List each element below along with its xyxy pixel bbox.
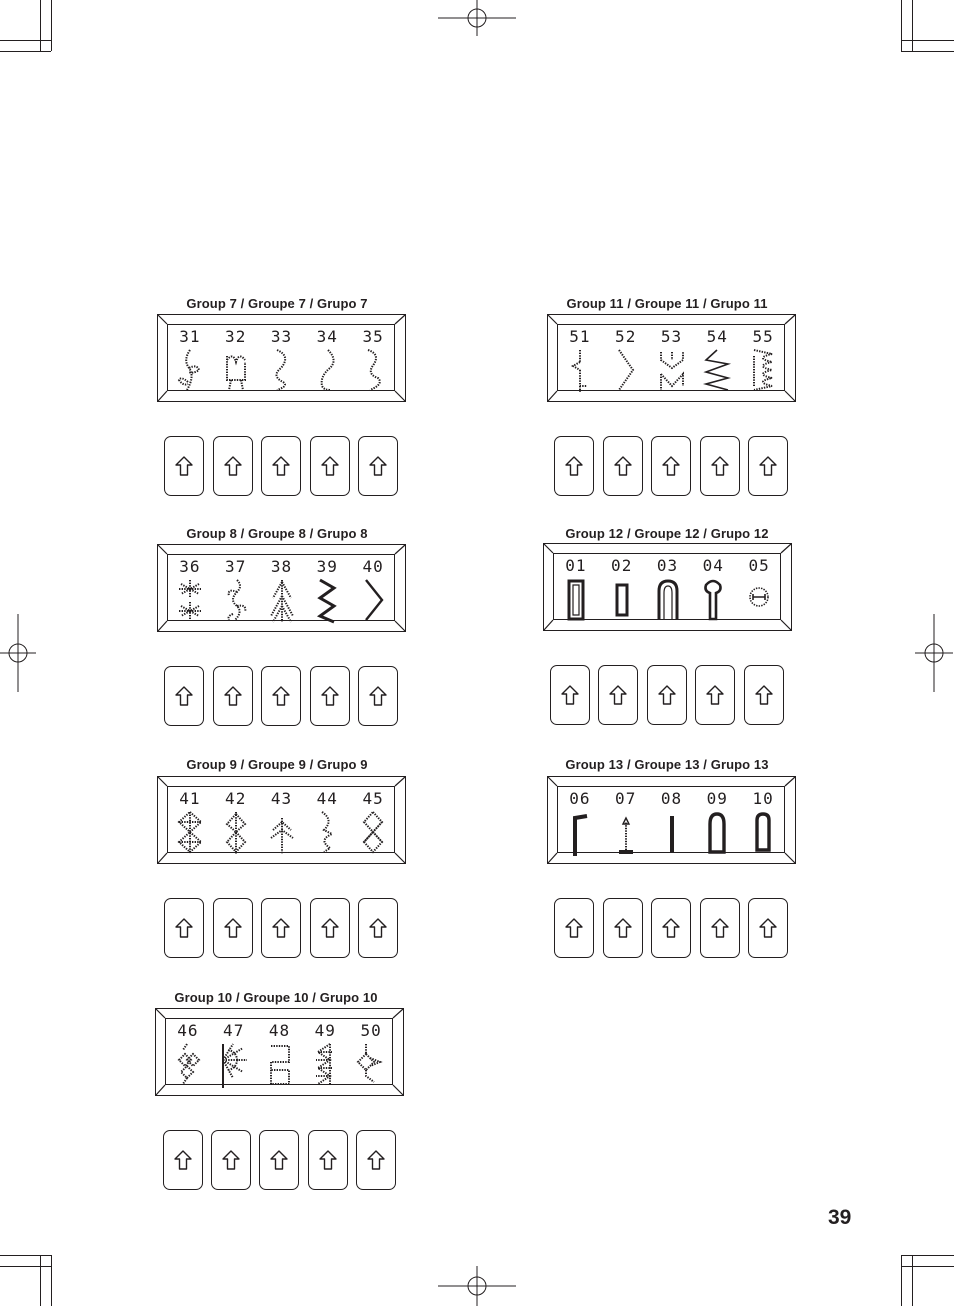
lcd-display: [547, 314, 796, 402]
pattern-select-button[interactable]: [554, 898, 594, 958]
crop-mark: [901, 1255, 954, 1256]
lcd-display: [543, 543, 792, 631]
pattern-number: 04: [702, 556, 724, 575]
up-arrow-icon: [662, 456, 680, 476]
up-arrow-icon: [565, 918, 583, 938]
diamond-zig-stitch-icon: [310, 1040, 340, 1088]
crosshair-icon: [438, 1266, 516, 1306]
pattern-select-button[interactable]: [744, 665, 784, 725]
crosshair-icon: [0, 614, 36, 692]
diamond-x-stitch-icon: [358, 808, 388, 856]
crop-mark: [0, 1266, 51, 1267]
pattern-number: 47: [223, 1021, 245, 1040]
button-sew-stitch-icon: [744, 575, 774, 623]
up-arrow-icon: [614, 456, 632, 476]
buttonhole-tall-stitch-icon: [748, 808, 778, 856]
chevron-stitch-icon: [358, 576, 388, 624]
pattern-select-button[interactable]: [700, 898, 740, 958]
pattern-select-button[interactable]: [651, 898, 691, 958]
pattern-number: 08: [660, 789, 683, 808]
buttonhole-narrow-stitch-icon: [607, 575, 637, 623]
pattern-select-button[interactable]: [308, 1130, 348, 1190]
buttonhole-keyhole-stitch-icon: [698, 575, 728, 623]
crop-mark: [0, 51, 51, 52]
up-arrow-icon: [224, 918, 242, 938]
crop-mark: [901, 1266, 954, 1267]
up-arrow-icon: [755, 685, 773, 705]
up-arrow-icon: [174, 1150, 192, 1170]
pattern-number: 31: [179, 327, 201, 346]
pattern-number: 40: [362, 557, 384, 576]
w-shape-stitch-icon: [657, 346, 687, 394]
up-arrow-icon: [711, 918, 729, 938]
group-title: Group 13 / Groupe 13 / Grupo 13: [565, 757, 769, 772]
pattern-select-button[interactable]: [211, 1130, 251, 1190]
pattern-number: 43: [270, 789, 293, 808]
pattern-number: 37: [225, 557, 247, 576]
group-title: Group 12 / Groupe 12 / Grupo 12: [565, 526, 769, 541]
crop-mark: [901, 40, 954, 41]
eyelet-stitch-icon: [611, 808, 641, 856]
buttonhole-round-stitch-icon: [653, 575, 683, 623]
pattern-select-button[interactable]: [603, 436, 643, 496]
pattern-number: 32: [225, 327, 247, 346]
pattern-number: 38: [270, 557, 293, 576]
diamond-chain-stitch-icon: [356, 1040, 386, 1088]
pattern-select-button[interactable]: [213, 666, 253, 726]
pattern-number: 06: [569, 789, 591, 808]
up-arrow-icon: [706, 685, 724, 705]
up-arrow-icon: [270, 1150, 288, 1170]
lcd-display: [157, 776, 406, 864]
pattern-select-button[interactable]: [164, 666, 204, 726]
pattern-number: 45: [362, 789, 384, 808]
pattern-number: 50: [360, 1021, 382, 1040]
diamond-cluster-stitch-icon: [173, 1040, 203, 1088]
crop-mark: [901, 0, 902, 51]
diamond-line-stitch-icon: [221, 808, 251, 856]
diamond-cross-stitch-icon: [175, 808, 205, 856]
crop-mark: [901, 51, 954, 52]
pattern-select-button[interactable]: [310, 436, 350, 496]
pattern-number: 09: [706, 789, 728, 808]
pattern-number: 54: [706, 327, 728, 346]
crosshair-icon: [438, 0, 516, 36]
up-arrow-icon: [367, 1150, 385, 1170]
group-title: Group 7 / Groupe 7 / Grupo 7: [186, 296, 368, 311]
up-arrow-icon: [565, 456, 583, 476]
curve-s2-stitch-icon: [358, 346, 388, 394]
pattern-select-button[interactable]: [651, 436, 691, 496]
up-arrow-icon: [369, 456, 387, 476]
curve-s-stitch-icon: [267, 346, 297, 394]
straight-bar-stitch-icon: [657, 808, 687, 856]
crop-mark: [0, 40, 51, 41]
pattern-select-button[interactable]: [748, 436, 788, 496]
pattern-select-button[interactable]: [261, 666, 301, 726]
pattern-number: 36: [179, 557, 201, 576]
feather-stitch-icon: [267, 808, 297, 856]
pattern-number: 52: [615, 327, 637, 346]
zig-single-stitch-icon: [611, 346, 641, 394]
pattern-number: 34: [316, 327, 338, 346]
pattern-select-button[interactable]: [603, 898, 643, 958]
crop-mark: [51, 0, 52, 51]
crop-mark: [901, 1255, 902, 1306]
zigzag-tall-stitch-icon: [702, 346, 732, 394]
leaf-stitch-icon: [175, 346, 205, 394]
pattern-select-button[interactable]: [647, 665, 687, 725]
pattern-number: 33: [270, 327, 293, 346]
pattern-number: 53: [660, 327, 683, 346]
crop-mark: [912, 1255, 913, 1306]
zigzag-bold-stitch-icon: [312, 576, 342, 624]
pattern-number: 39: [316, 557, 338, 576]
crop-mark: [912, 0, 913, 51]
arrow-leaf-stitch-icon: [267, 576, 297, 624]
up-arrow-icon: [175, 918, 193, 938]
pattern-select-button[interactable]: [358, 666, 398, 726]
crop-mark: [51, 1255, 52, 1306]
up-arrow-icon: [614, 918, 632, 938]
pattern-select-button[interactable]: [700, 436, 740, 496]
pattern-select-button[interactable]: [358, 436, 398, 496]
crop-mark: [0, 1255, 51, 1256]
up-arrow-icon: [662, 918, 680, 938]
star-stitch-icon: [175, 576, 205, 624]
pattern-select-button[interactable]: [164, 436, 204, 496]
up-arrow-icon: [319, 1150, 337, 1170]
lcd-display: [155, 1008, 404, 1096]
step-stitch-icon: [565, 346, 595, 394]
pattern-number: 46: [177, 1021, 199, 1040]
vine-stitch-icon: [221, 576, 251, 624]
group-title: Group 10 / Groupe 10 / Grupo 10: [174, 990, 378, 1005]
crop-mark: [40, 0, 41, 51]
up-arrow-icon: [222, 1150, 240, 1170]
pattern-number: 48: [268, 1021, 291, 1040]
up-arrow-icon: [224, 686, 242, 706]
up-arrow-icon: [369, 686, 387, 706]
up-arrow-icon: [561, 685, 579, 705]
up-arrow-icon: [272, 918, 290, 938]
up-arrow-icon: [272, 686, 290, 706]
group-title: Group 9 / Groupe 9 / Grupo 9: [186, 757, 368, 772]
pattern-select-button[interactable]: [695, 665, 735, 725]
pattern-select-button[interactable]: [261, 436, 301, 496]
box-e-stitch-icon: [265, 1040, 295, 1088]
lcd-display: [157, 544, 406, 632]
pattern-number: 35: [362, 327, 384, 346]
pattern-select-button[interactable]: [164, 898, 204, 958]
pattern-select-button[interactable]: [261, 898, 301, 958]
crosshair-icon: [915, 614, 953, 692]
pattern-number: 10: [752, 789, 774, 808]
pattern-number: 03: [656, 556, 679, 575]
page-number: 39: [828, 1206, 852, 1229]
group-title: Group 8 / Groupe 8 / Grupo 8: [186, 526, 368, 541]
pattern-number: 49: [314, 1021, 336, 1040]
up-arrow-icon: [321, 918, 339, 938]
pattern-select-button[interactable]: [748, 898, 788, 958]
pattern-select-button[interactable]: [213, 898, 253, 958]
buttonhole-rounded-stitch-icon: [702, 808, 732, 856]
up-arrow-icon: [321, 456, 339, 476]
pattern-number: 42: [225, 789, 247, 808]
pattern-select-button[interactable]: [310, 666, 350, 726]
pattern-number: 07: [615, 789, 637, 808]
pattern-select-button[interactable]: [356, 1130, 396, 1190]
up-arrow-icon: [759, 918, 777, 938]
up-arrow-icon: [321, 686, 339, 706]
pattern-select-button[interactable]: [554, 436, 594, 496]
bartack-bend-stitch-icon: [565, 808, 595, 856]
pattern-select-button[interactable]: [259, 1130, 299, 1190]
pattern-select-button[interactable]: [598, 665, 638, 725]
up-arrow-icon: [224, 456, 242, 476]
pattern-select-button[interactable]: [310, 898, 350, 958]
scallop-s-stitch-icon: [748, 346, 778, 394]
up-arrow-icon: [369, 918, 387, 938]
pattern-select-button[interactable]: [213, 436, 253, 496]
pattern-number: 02: [611, 556, 633, 575]
pattern-select-button[interactable]: [550, 665, 590, 725]
bud-stitch-icon: [221, 346, 251, 394]
pattern-number: 44: [316, 789, 338, 808]
up-arrow-icon: [711, 456, 729, 476]
up-arrow-icon: [272, 456, 290, 476]
pattern-number: 51: [569, 327, 591, 346]
pattern-select-button[interactable]: [163, 1130, 203, 1190]
pattern-number: 01: [565, 556, 587, 575]
up-arrow-icon: [175, 456, 193, 476]
up-arrow-icon: [609, 685, 627, 705]
lcd-display: [547, 776, 796, 864]
wave-thin-stitch-icon: [312, 808, 342, 856]
group-title: Group 11 / Groupe 11 / Grupo 11: [566, 296, 768, 311]
buttonhole-square-stitch-icon: [561, 575, 591, 623]
curve-c-stitch-icon: [312, 346, 342, 394]
pattern-number: 05: [748, 556, 770, 575]
up-arrow-icon: [175, 686, 193, 706]
pattern-select-button[interactable]: [358, 898, 398, 958]
pattern-number: 41: [179, 789, 201, 808]
up-arrow-icon: [759, 456, 777, 476]
pattern-number: 55: [752, 327, 774, 346]
lcd-display: [157, 314, 406, 402]
up-arrow-icon: [658, 685, 676, 705]
crop-mark: [40, 1255, 41, 1306]
sun-stitch-icon: [219, 1040, 249, 1088]
